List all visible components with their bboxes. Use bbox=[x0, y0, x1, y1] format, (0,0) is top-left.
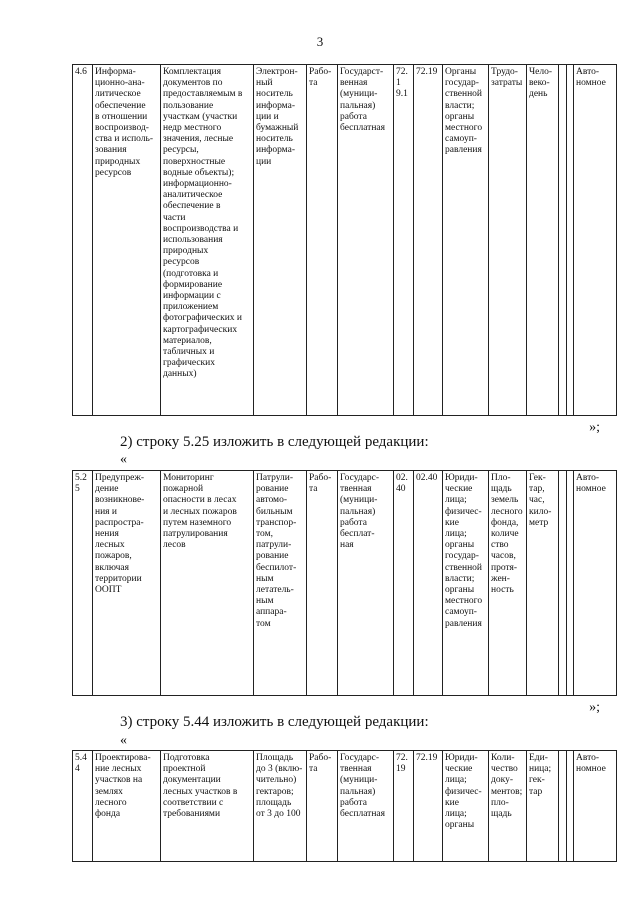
unit: Гек- тар, час, кило- метр bbox=[527, 471, 559, 696]
service-type: Рабо- та bbox=[307, 751, 338, 862]
service-form: Площадь до 3 (вклю- чительно) гектаров; площадь от 3 до 100 bbox=[254, 751, 307, 862]
okved-code-2: 72.19 bbox=[414, 751, 443, 862]
row-number: 4.6 bbox=[73, 65, 93, 416]
okved-code: 02. 40 bbox=[394, 471, 414, 696]
table-row-4-6 bbox=[72, 64, 617, 416]
service-name: Предупреж- дение возникнове- ния и распростра- нения лесных пожаров, включая территории ООПТ bbox=[93, 471, 161, 696]
paragraph-3: 3) строку 5.44 изложить в следующей редакции: bbox=[120, 714, 429, 730]
table-row-5-25 bbox=[72, 470, 617, 696]
institution-type: Авто- номное bbox=[574, 471, 617, 696]
table-row-5-44 bbox=[72, 750, 617, 862]
service-form: Патрули- рование автомо- бильным транспор- том, патрули- рование беспилот- ным летатель- ным аппара- том bbox=[254, 471, 307, 696]
okved-code-2: 02.40 bbox=[414, 471, 443, 696]
indicator: Трудо- затраты bbox=[489, 65, 527, 416]
service-basis: Государс- твенная (муници- пальная) работа бесплат- ная bbox=[338, 471, 394, 696]
empty-cell bbox=[559, 471, 567, 696]
service-name: Информа- ционно-ана- литическое обеспечение в отношении воспроизвод- ства и исполь- зования природных ресурсов bbox=[93, 65, 161, 416]
unit: Чело- веко- день bbox=[527, 65, 559, 416]
indicator: Коли- чество доку- ментов; пло- щадь bbox=[489, 751, 527, 862]
service-content: Комплектация документов по предоставляемым в пользование участкам (участки недр местного значения, лесные ресурсы, поверхностные водные объекты); информационно- аналитическое обеспечение в части воспроизводства и использования природных ресурсов (подготовка и формирование информации с приложением фотографических и картографических материалов, табличных и графических данных) bbox=[161, 65, 254, 416]
institution-type: Авто- номное bbox=[574, 65, 617, 416]
page-number: 3 bbox=[316, 34, 324, 49]
row-number: 5.44 bbox=[73, 751, 93, 862]
service-basis: Государс- твенная (муници- пальная) работа бесплатная bbox=[338, 751, 394, 862]
unit: Еди- ница; гек- тар bbox=[527, 751, 559, 862]
service-content: Мониторинг пожарной опасности в лесах и лесных пожаров путем наземного патрулирования лесов bbox=[161, 471, 254, 696]
opening-quote: « bbox=[120, 452, 127, 467]
service-content: Подготовка проектной документации лесных участков в соответствии с требованиями bbox=[161, 751, 254, 862]
empty-cell bbox=[567, 751, 574, 862]
service-type: Рабо- та bbox=[307, 65, 338, 416]
okved-code: 72.1 9.1 bbox=[394, 65, 414, 416]
indicator: Пло- щадь земель лесного фонда, количе ство часов, протя- жен- ность bbox=[489, 471, 527, 696]
opening-quote: « bbox=[120, 733, 127, 748]
service-type: Рабо- та bbox=[307, 471, 338, 696]
service-form: Электрон- ный носитель информа- ции и бумажный носитель информа- ции bbox=[254, 65, 307, 416]
consumers: Органы государ- ственной власти; органы местного самоуп- равления bbox=[443, 65, 489, 416]
empty-cell bbox=[567, 471, 574, 696]
row-number: 5.25 bbox=[73, 471, 93, 696]
consumers: Юриди- ческие лица; физичес- кие лица; органы государ- ственной власти; органы местного самоуп- равления bbox=[443, 471, 489, 696]
empty-cell bbox=[559, 751, 567, 862]
closing-quote: »; bbox=[589, 420, 600, 435]
empty-cell bbox=[567, 65, 574, 416]
service-name: Проектирова- ние лесных участков на землях лесного фонда bbox=[93, 751, 161, 862]
okved-code: 72. 19 bbox=[394, 751, 414, 862]
service-basis: Государст- венная (муници- пальная) работа бесплатная bbox=[338, 65, 394, 416]
empty-cell bbox=[559, 65, 567, 416]
closing-quote: »; bbox=[589, 700, 600, 715]
institution-type: Авто- номное bbox=[574, 751, 617, 862]
consumers: Юриди- ческие лица; физичес- кие лица; органы bbox=[443, 751, 489, 862]
paragraph-2: 2) строку 5.25 изложить в следующей редакции: bbox=[120, 434, 429, 450]
okved-code-2: 72.19 bbox=[414, 65, 443, 416]
